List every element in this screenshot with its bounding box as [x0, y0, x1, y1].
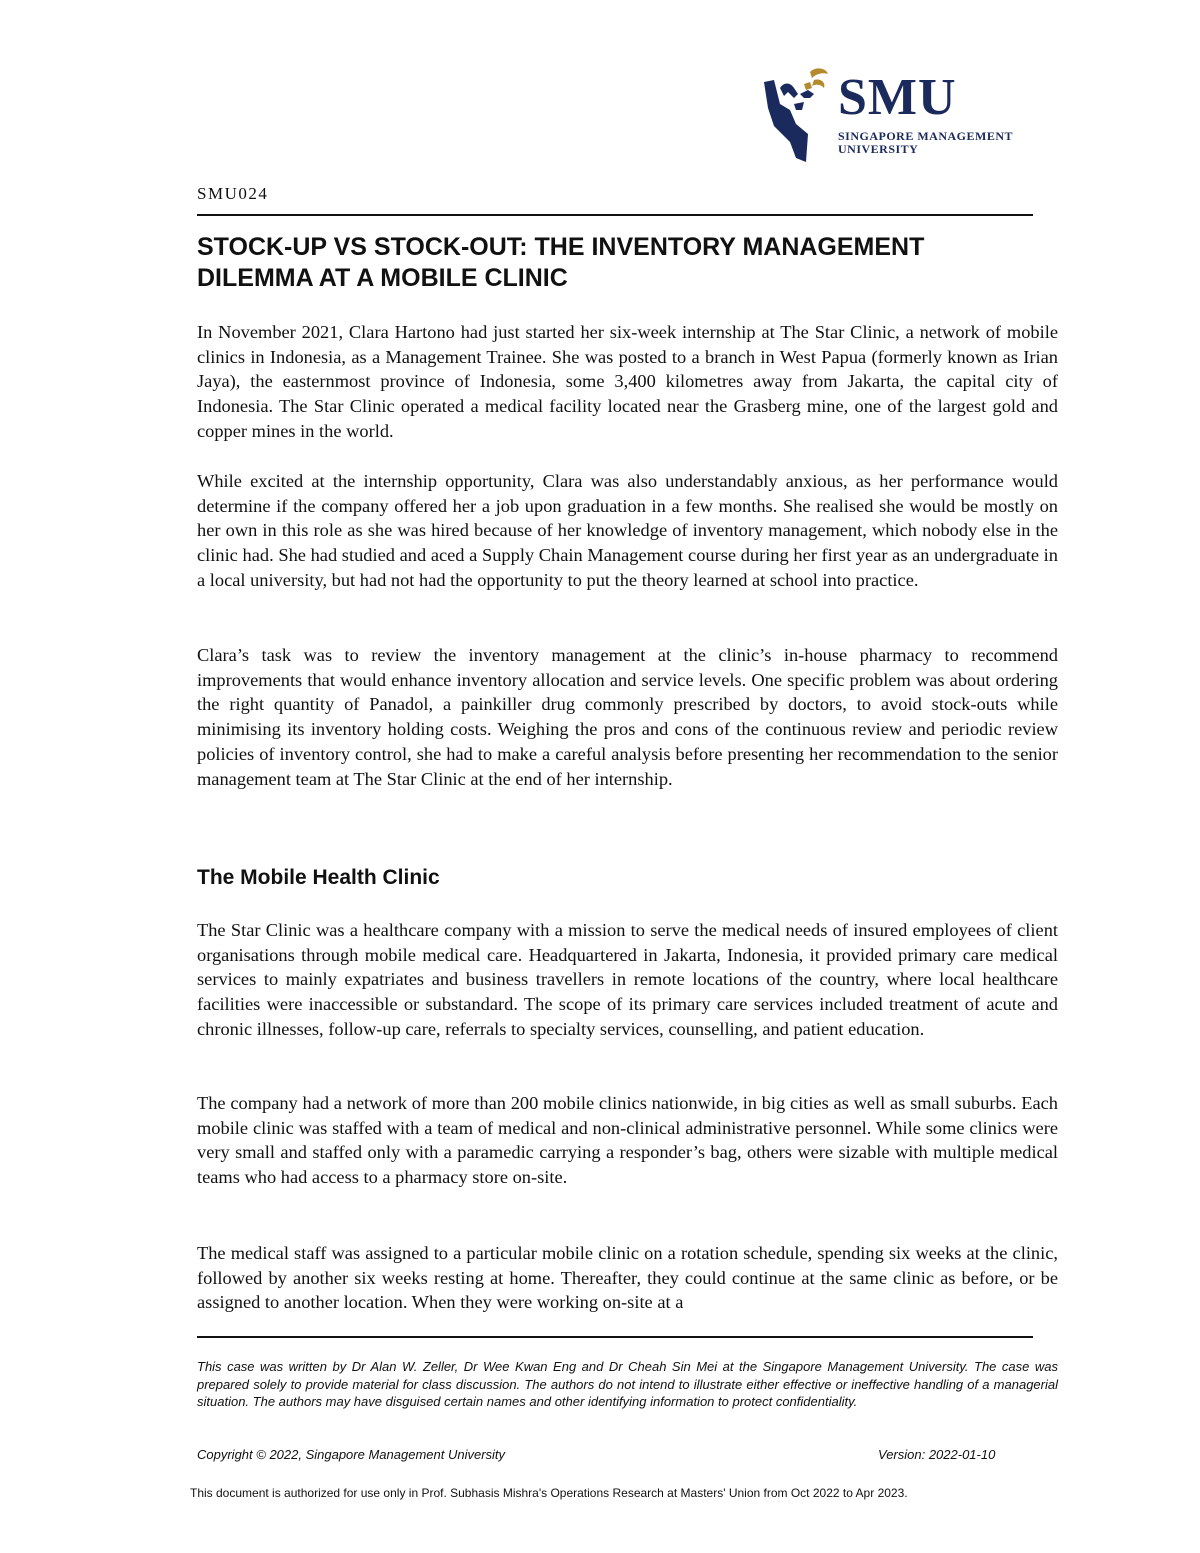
header-divider [197, 214, 1033, 216]
smu-lion-emblem-icon [760, 64, 835, 164]
authorization-notice: This document is authorized for use only in Prof. Subhasis Mishra's Operations Research at Masters' Union from Oct 2022 to Apr 2023. [190, 1486, 908, 1500]
logo-subtitle [838, 130, 1038, 156]
case-code: SMU024 [197, 184, 269, 203]
case-footnote: This case was written by Dr Alan W. Zeller, Dr Wee Kwan Eng and Dr Cheah Sin Mei at the Singapore Management University. The case was prepared solely to provide material for class discussion. The authors do not intend to illustrate either effective or ineffective handling of a managerial situation. The authors may have disguised certain names and other identifying information to protect confidentiality. [197, 1359, 1058, 1409]
intro-paragraph-3: Clara’s task was to review the inventory management at the clinic’s in-house pharmacy to recommend improvements that would enhance inventory allocation and service levels. One specific problem was about ordering the right quantity of Panadol, a painkiller drug commonly prescribed by doctors, to avoid stock-outs while minimising its inventory holding costs. Weighing the pros and cons of the continuous review and periodic review policies of inventory control, she had to make a careful analysis before presenting her recommendation to the senior management team at The Star Clinic at the end of her internship. [197, 645, 1058, 789]
section-heading: The Mobile Health Clinic [197, 866, 440, 889]
section-paragraph-1: The Star Clinic was a healthcare company with a mission to serve the medical needs of insured employees of client organisations through mobile medical care. Headquartered in Jakarta, Indonesia, it provided primary care medical services to mainly expatriates and business travellers in remote locations of the country, where local healthcare facilities were inaccessible or substandard. The scope of its primary care services included treatment of acute and chronic illnesses, follow-up care, referrals to specialty services, counselling, and patient education. [197, 920, 1058, 1039]
intro-paragraph-2: While excited at the internship opportunity, Clara was also understandably anxious, as her performance would determine if the company offered her a job upon graduation in a few months. She realised she would be mostly on her own in this role as she was hired because of her knowledge of inventory management, which nobody else in the clinic had. She had studied and aced a Supply Chain Management course during her first year as an undergraduate in a local university, but had not had the opportunity to put the theory learned at school into practice. [197, 471, 1058, 590]
section-paragraph-3: The medical staff was assigned to a particular mobile clinic on a rotation schedule, spending six weeks at the clinic, followed by another six weeks resting at home. Thereafter, they could continue at the same clinic as before, or be assigned to another location. When they were working on-site at a [197, 1243, 1058, 1313]
intro-paragraph-1: In November 2021, Clara Hartono had just started her six-week internship at The Star Clinic, a network of mobile clinics in Indonesia, as a Management Trainee. She was posted to a branch in West Papua (formerly known as Irian Jaya), the easternmost province of Indonesia, some 3,400 kilometres away from Jakarta, the capital city of Indonesia. The Star Clinic operated a medical facility located near the Grasberg mine, one of the largest gold and copper mines in the world. [197, 322, 1058, 441]
section-paragraph-2: The company had a network of more than 200 mobile clinics nationwide, in big cities as well as small suburbs. Each mobile clinic was staffed with a team of medical and non-clinical administrative personnel. While some clinics were very small and staffed only with a paramedic carrying a responder’s bag, others were sizable with multiple medical teams who had access to a pharmacy store on-site. [197, 1093, 1058, 1188]
logo-subtitle-line2: UNIVERSITY [838, 142, 919, 156]
footer-divider [197, 1336, 1033, 1338]
version-label: Version: 2022-01-10 [878, 1447, 996, 1462]
smu-logo [760, 64, 1030, 164]
logo-wordmark: SMU [838, 69, 957, 126]
document-title: STOCK-UP VS STOCK-OUT: THE INVENTORY MANAGEMENT DILEMMA AT A MOBILE CLINIC [197, 233, 925, 292]
copyright-notice: Copyright © 2022, Singapore Management University [197, 1447, 506, 1462]
logo-subtitle-line1: SINGAPORE MANAGEMENT [838, 129, 1014, 143]
